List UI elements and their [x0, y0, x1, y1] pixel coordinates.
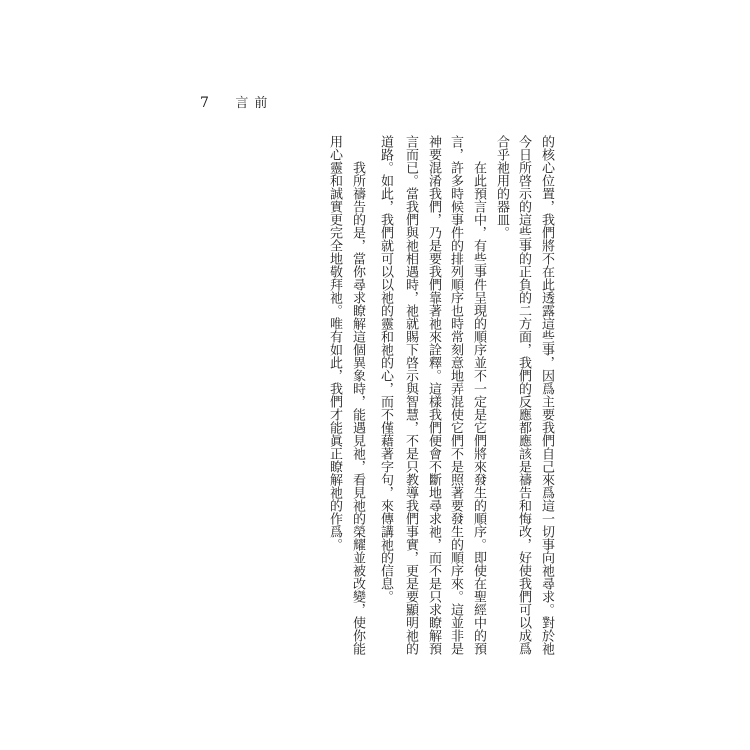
page-number: 7 [200, 95, 209, 111]
text-column: 今日所啓示的這些事的正負的二方面，我們的反應都應該是禱告和悔改，好使我們可以成爲 [516, 135, 531, 655]
text-column: 合乎祂用的器皿。 [494, 135, 509, 239]
text-column: 言，許多時候事件的排列順序也時常刻意地弄混使它們不是照著要發生的順序來。這並非是 [448, 135, 463, 655]
text-column: 神要混淆我們，乃是要我們靠著祂來詮釋。這樣我們便會不斷地尋求祂，而不是只求瞭解預 [426, 135, 441, 655]
text-column: 道路。如此，我們就可以以祂的靈和祂的心，而不僅藉著字句，來傳講祂的信息。 [378, 135, 393, 603]
paragraph-start-column: 在此預言中，有些事件呈現的順序並不一定是它們將來發生的順序。即使在聖經中的預 [471, 161, 486, 655]
paragraph-start-column: 我所禱告的是，當你尋求瞭解這個異象時，能遇見祂，看見祂的榮耀並被改變，使你能 [350, 161, 365, 655]
text-column: 言而已。當我們與祂相遇時，祂就賜下啓示與智慧，不是只教導我們事實，更是要顯明祂的 [403, 135, 418, 655]
running-head: 言前 [235, 96, 274, 111]
text-column: 的核心位置，我們將不在此透露這些事，因爲主要我們自己來爲這一切事向祂尋求。對於祂 [539, 135, 554, 655]
text-column: 用心靈和誠實更完全地敬拜祂。唯有如此，我們才能眞正瞭解祂的作爲。 [327, 135, 342, 551]
